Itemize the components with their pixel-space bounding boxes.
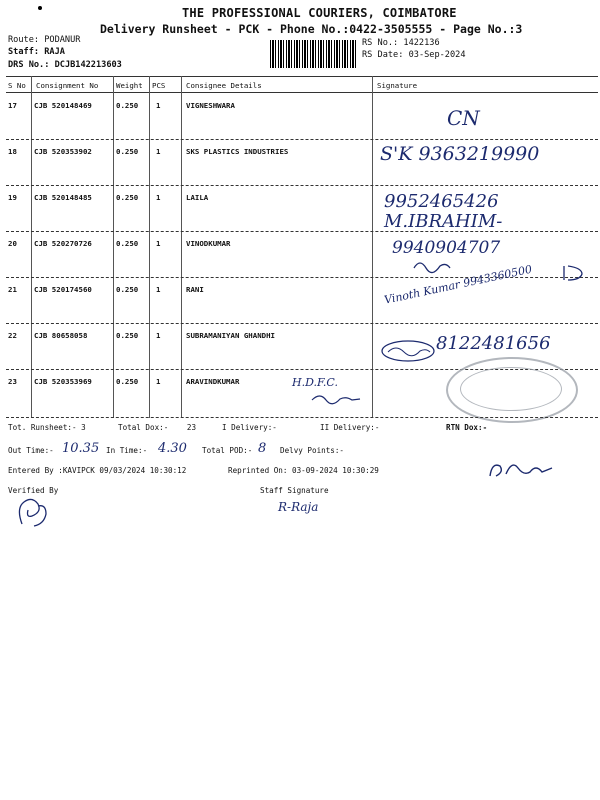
row-signature: 9940904707: [392, 238, 501, 258]
col-sno: S No: [8, 81, 26, 90]
col-divider: [31, 76, 32, 418]
row-pcs: 1: [156, 239, 161, 248]
row-sno: 18: [8, 147, 17, 156]
drs-line: [8, 60, 122, 70]
row-weight: 0.250: [116, 193, 139, 202]
route-label: Route:: [8, 35, 40, 45]
drs-label: DRS No.:: [8, 60, 50, 70]
i-delivery-label: I Delivery:-: [222, 423, 277, 432]
rs-no-value: 1422136: [403, 38, 440, 48]
row-sno: 23: [8, 377, 17, 386]
staff-label: Staff:: [8, 47, 40, 57]
row-pcs: 1: [156, 193, 161, 202]
row-sno: 22: [8, 331, 17, 340]
company-title: THE PROFESSIONAL COURIERS, COIMBATORE: [182, 6, 457, 20]
row-sno: 17: [8, 101, 17, 110]
route-value: PODANUR: [44, 35, 81, 45]
row-weight: 0.250: [116, 285, 139, 294]
delvy-points-label: Delvy Points:-: [280, 446, 345, 455]
row-pcs: 1: [156, 331, 161, 340]
reprinted-on: Reprinted On: 03-09-2024 10:30:29: [228, 466, 379, 475]
col-signature: Signature: [377, 81, 418, 90]
row-consignee: SKS PLASTICS INDUSTRIES: [186, 147, 289, 156]
row-signature: H.D.F.C.: [292, 376, 338, 389]
row-consignment: CJB 520148469: [34, 101, 92, 110]
bank-stamp: [446, 357, 578, 423]
in-time-label: In Time:-: [106, 446, 148, 455]
col-consignee: Consignee Details: [186, 81, 262, 90]
handwritten-mark: [310, 390, 362, 406]
runsheet-value: 3: [81, 423, 86, 432]
rs-date-label: RS Date:: [362, 50, 404, 60]
bank-stamp-inner: [460, 367, 562, 411]
table-header-rule: [6, 92, 598, 93]
row-signature: Vinoth Kumar 9943360500: [383, 262, 534, 307]
row-weight: 0.250: [116, 331, 139, 340]
row-pcs: 1: [156, 147, 161, 156]
row-pcs: 1: [156, 377, 161, 386]
row-consignment: CJB 520270726: [34, 239, 92, 248]
row-weight: 0.250: [116, 239, 139, 248]
rs-no-label: RS No.:: [362, 38, 399, 48]
in-time-value: 4.30: [158, 441, 187, 456]
total-pod-label: Total POD:-: [202, 446, 253, 455]
row-consignee: ARAVINDKUMAR: [186, 377, 240, 386]
rs-date-line: [362, 50, 466, 60]
row-signature: S'K 9363219990: [380, 143, 540, 165]
col-divider: [372, 76, 373, 418]
row-weight: 0.250: [116, 377, 139, 386]
row-consignee: RANI: [186, 285, 204, 294]
row-weight: 0.250: [116, 147, 139, 156]
handwritten-mark: [380, 338, 436, 364]
out-time-label: Out Time:-: [8, 446, 54, 455]
col-pcs: PCS: [152, 81, 166, 90]
row-divider: [6, 139, 598, 140]
runsheet-label: Tot. Runsheet:-: [8, 423, 77, 432]
row-consignee: VINODKUMAR: [186, 239, 231, 248]
barcode: [270, 40, 357, 68]
handwritten-signature: [486, 454, 556, 484]
row-consignment: CJB 520353902: [34, 147, 92, 156]
row-consignee: VIGNESHWARA: [186, 101, 235, 110]
drs-value: DCJB142213603: [54, 60, 122, 70]
col-divider: [181, 76, 182, 418]
col-consignment: Consignment No: [36, 81, 99, 90]
table-top-rule: [6, 76, 598, 77]
rs-date-value: 03-Sep-2024: [408, 50, 466, 60]
total-dox: [118, 423, 196, 432]
row-consignment: CJB 520353969: [34, 377, 92, 386]
row-sno: 21: [8, 285, 17, 294]
runsheet-subtitle: Delivery Runsheet - PCK - Phone No.:0422-3505555 - Page No.:3: [100, 22, 523, 36]
verified-signature: [14, 494, 52, 532]
col-weight: Weight: [116, 81, 143, 90]
ii-delivery-label: II Delivery:-: [320, 423, 380, 432]
handwritten-mark: [412, 256, 452, 274]
row-signature: 9952465426 M.IBRAHIM-: [384, 191, 503, 232]
row-consignment: CJB 520174560: [34, 285, 92, 294]
total-pod-value: 8: [258, 441, 267, 456]
row-pcs: 1: [156, 101, 161, 110]
totals-line: [8, 423, 86, 432]
mark-dot: [38, 6, 42, 10]
row-consignee: LAILA: [186, 193, 209, 202]
col-divider: [149, 76, 150, 418]
total-dox-label: Total Dox:-: [118, 423, 169, 432]
row-divider: [6, 231, 598, 232]
staff-signature-label: Staff Signature: [260, 486, 329, 495]
total-dox-value: 23: [186, 423, 197, 432]
col-divider: [113, 76, 114, 418]
row-signature: CN: [447, 106, 480, 130]
row-weight: 0.250: [116, 101, 139, 110]
row-signature: 8122481656: [436, 333, 551, 354]
row-pcs: 1: [156, 285, 161, 294]
verified-by-label: Verified By: [8, 486, 59, 495]
row-divider: [6, 417, 598, 418]
row-divider: [6, 323, 598, 324]
handwritten-mark: [560, 262, 592, 284]
staff-signature-hand: R-Raja: [278, 500, 319, 514]
entered-by: Entered By :KAVIPCK 09/03/2024 10:30:12: [8, 466, 187, 475]
rs-no-line: [362, 38, 440, 48]
row-consignment: CJB 520148485: [34, 193, 92, 202]
row-sno: 19: [8, 193, 17, 202]
row-consignee: SUBRAMANIYAN GHANDHI: [186, 331, 275, 340]
staff-line: [8, 47, 65, 57]
staff-value: RAJA: [44, 47, 65, 57]
route-line: [8, 35, 80, 45]
rtn-dox-label: RTN Dox:-: [446, 423, 488, 432]
row-divider: [6, 185, 598, 186]
row-consignment: CJB 80658058: [34, 331, 88, 340]
out-time-value: 10.35: [62, 441, 100, 456]
row-sno: 20: [8, 239, 17, 248]
